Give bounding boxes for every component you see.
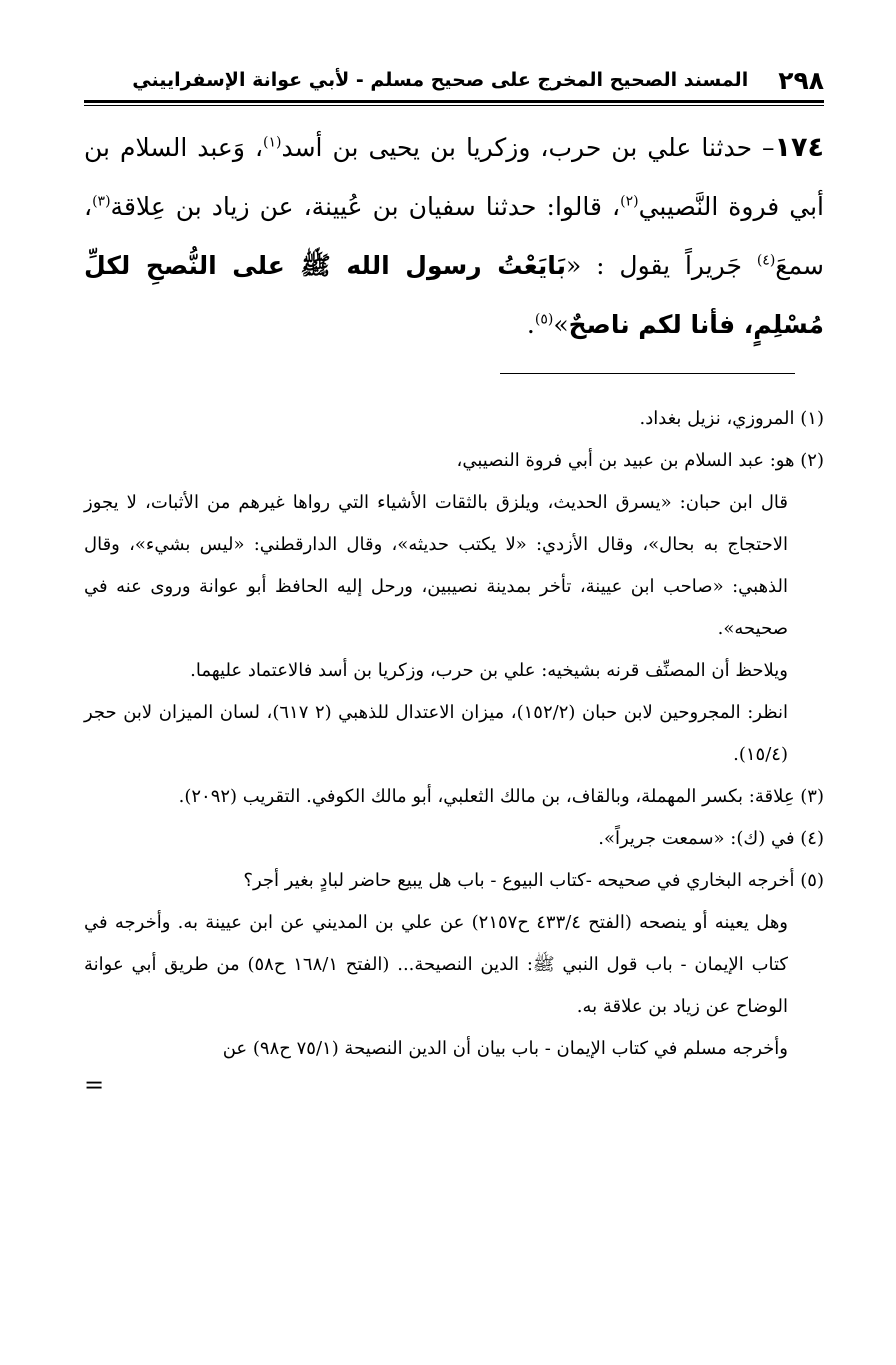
footnote-ref: (٤) (756, 252, 776, 269)
footnote-5-paragraph: وهل يعينه أو ينصحه (الفتح ٤٣٣/٤ ح٢١٥٧) عن علي بن المديني عن ابن عيينة به. وأخرجه في كتاب الإيمان - باب قول النبي ﷺ: الدين النصيحة... (الفتح ١٦٨/١ ح٥٨) من طريق أبي عوانة الوضاح عن زياد بن علاقة به. (84, 912, 789, 1017)
footnote-2: (٢) هو: عبد السلام بن عبيد بن أبي فروة النصيبي، (456, 450, 824, 471)
page-header (84, 62, 824, 98)
footnote-1: (١) المروزي، نزيل بغداد. (639, 408, 824, 429)
hadith-matn: بَايَعْتُ رسول الله ﷺ على النُّصحِ لكلِّ مُسْلِمٍ، فأنا لكم ناصحٌ (84, 251, 824, 339)
footnotes (84, 398, 824, 1100)
footnote-2-paragraph: ويلاحظ أن المصنِّف قرنه بشيخيه: علي بن حرب، وزكريا بن أسد فالاعتماد عليهما. (190, 660, 788, 681)
hadith-text-part: ، قالوا: حدثنا سفيان بن عُيينة، عن زياد بن عِلاقة (110, 192, 621, 221)
hadith-text-part: – حدثنا علي بن حرب، وزكريا بن يحيى بن أسد (281, 133, 775, 162)
header-rule (84, 100, 824, 103)
footnote-ref: (٢) (620, 193, 639, 210)
hadith-text-part: . (526, 310, 535, 339)
footnote-ref: (٣) (92, 193, 111, 210)
hadith-text (84, 118, 824, 354)
footnote-2-paragraph: قال ابن حبان: «يسرق الحديث، ويلزق بالثقات الأشياء التي رواها غيرهم من الأثبات، لا يجوز الاحتجاج به بحال»، وقال الأزدي: «لا يكتب حديثه»، وقال الدارقطني: «ليس بشيء»، وقال الذهبي: «صاحب ابن عيينة، تأخر بمدينة نصيبين، ورحل إليه الحافظ أبو عوانة وروى عنه في صحيحه». (84, 492, 788, 639)
footnote-2-paragraph: انظر: المجروحين لابن حبان (١٥٢/٢)، ميزان الاعتدال للذهبي (٢ ٦١٧)، لسان الميزان لابن حجر (١٥/٤). (84, 702, 788, 765)
footnote-3: (٣) عِلاقة: بكسر المهملة، وبالقاف، بن مالك الثعلبي، أبو مالك الكوفي. التقريب (٢٠٩٢). (178, 786, 824, 807)
running-title: المسند الصحيح المخرج على صحيح مسلم - لأبي عوانة الإسفراييني (132, 69, 749, 91)
hadith-text-part: ، وَعبد السلام بن أبي فروة النَّصيبي (84, 133, 824, 221)
page-number: ٢٩٨ (778, 65, 824, 95)
footnote-ref: (٥) (534, 311, 554, 328)
hadith-text-part: » (553, 310, 569, 339)
hadith-text-part: جَريراً يقول : « (565, 251, 757, 280)
continuation-mark: = (84, 1071, 105, 1099)
hadith-text-part: ، سمعَ (84, 192, 824, 280)
header-rule-thin (84, 105, 824, 106)
footnote-5: (٥) أخرجه البخاري في صحيحه -كتاب البيوع - باب هل يبيع حاضر لبادٍ بغير أجر؟ (243, 870, 824, 891)
footnote-separator (500, 373, 795, 374)
footnote-4: (٤) في (ك): «سمعت جريراً». (598, 828, 824, 849)
footnote-ref: (١) (263, 134, 282, 151)
footnote-5-paragraph: وأخرجه مسلم في كتاب الإيمان - باب بيان أن الدين النصيحة (٧٥/١ ح٩٨) عن (222, 1038, 788, 1059)
hadith-number: ١٧٤ (774, 132, 824, 163)
